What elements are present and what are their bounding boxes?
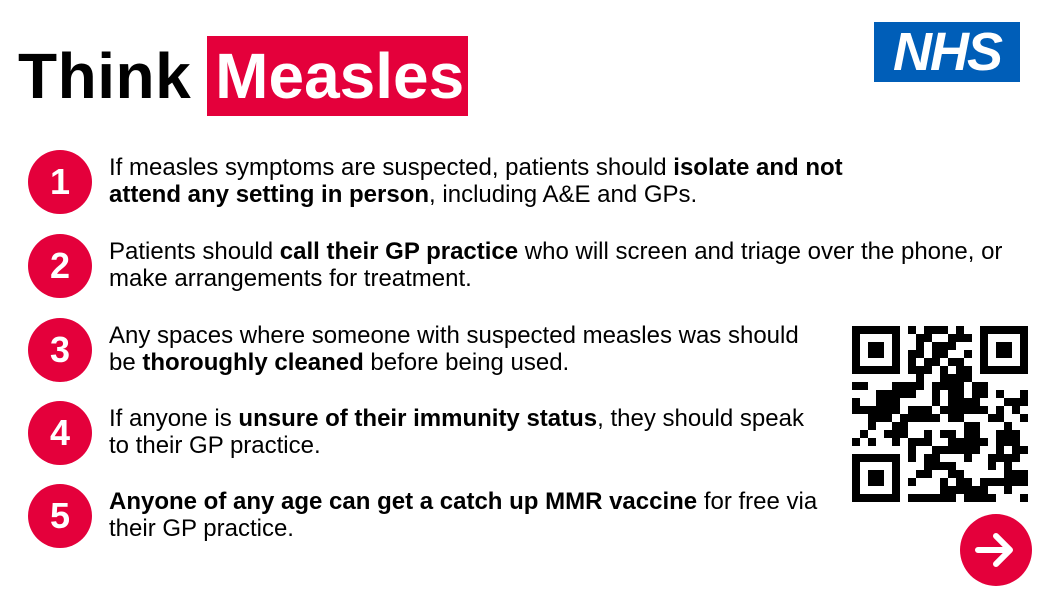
step-5 — [28, 484, 828, 548]
step-text-bold: unsure of their immunity status — [238, 405, 598, 432]
step-text-part: If anyone is — [109, 405, 239, 432]
step-text-part: who will screen and triage over the phone, or make arrangements for treatment. — [109, 238, 1003, 292]
step-number-badge: 1 — [28, 150, 92, 214]
step-text — [109, 238, 1004, 292]
step-4 — [28, 401, 828, 465]
step-text-bold: isolate and not attend any setting in person — [109, 154, 843, 208]
qr-code-icon[interactable] — [852, 326, 1028, 502]
step-text — [109, 322, 814, 376]
step-text-part: Any spaces where someone with suspected measles was should be — [109, 322, 799, 376]
nhs-logo: NHS — [874, 22, 1020, 82]
step-number-badge: 5 — [28, 484, 92, 548]
next-arrow-button[interactable] — [960, 514, 1032, 586]
step-text-bold: thoroughly cleaned — [142, 349, 364, 376]
step-text-part: before being used. — [363, 349, 570, 376]
page-title — [18, 36, 468, 116]
step-text-part: If measles symptoms are suspected, patients should — [109, 154, 674, 181]
step-number-badge: 2 — [28, 234, 92, 298]
step-2 — [28, 234, 1008, 298]
arrow-right-icon — [972, 526, 1020, 574]
step-number-badge: 3 — [28, 318, 92, 382]
step-text-part: , including A&E and GPs. — [429, 181, 698, 208]
step-text-part: Patients should — [109, 238, 280, 265]
step-text — [109, 488, 824, 542]
step-text-part: , they should speak to their GP practice. — [109, 405, 804, 459]
qr-code-graphic — [852, 326, 1028, 502]
step-text-bold: call their GP practice — [279, 238, 519, 265]
step-text-part: for free via their GP practice. — [109, 488, 818, 542]
step-number-badge: 4 — [28, 401, 92, 465]
title-prefix: Think — [18, 40, 192, 112]
step-text-bold: Anyone of any age can get a catch up MMR vaccine — [109, 488, 698, 515]
step-3 — [28, 318, 818, 382]
step-1 — [28, 150, 858, 214]
step-text — [109, 154, 858, 208]
title-highlight: Measles — [207, 36, 468, 116]
step-text — [109, 405, 824, 459]
